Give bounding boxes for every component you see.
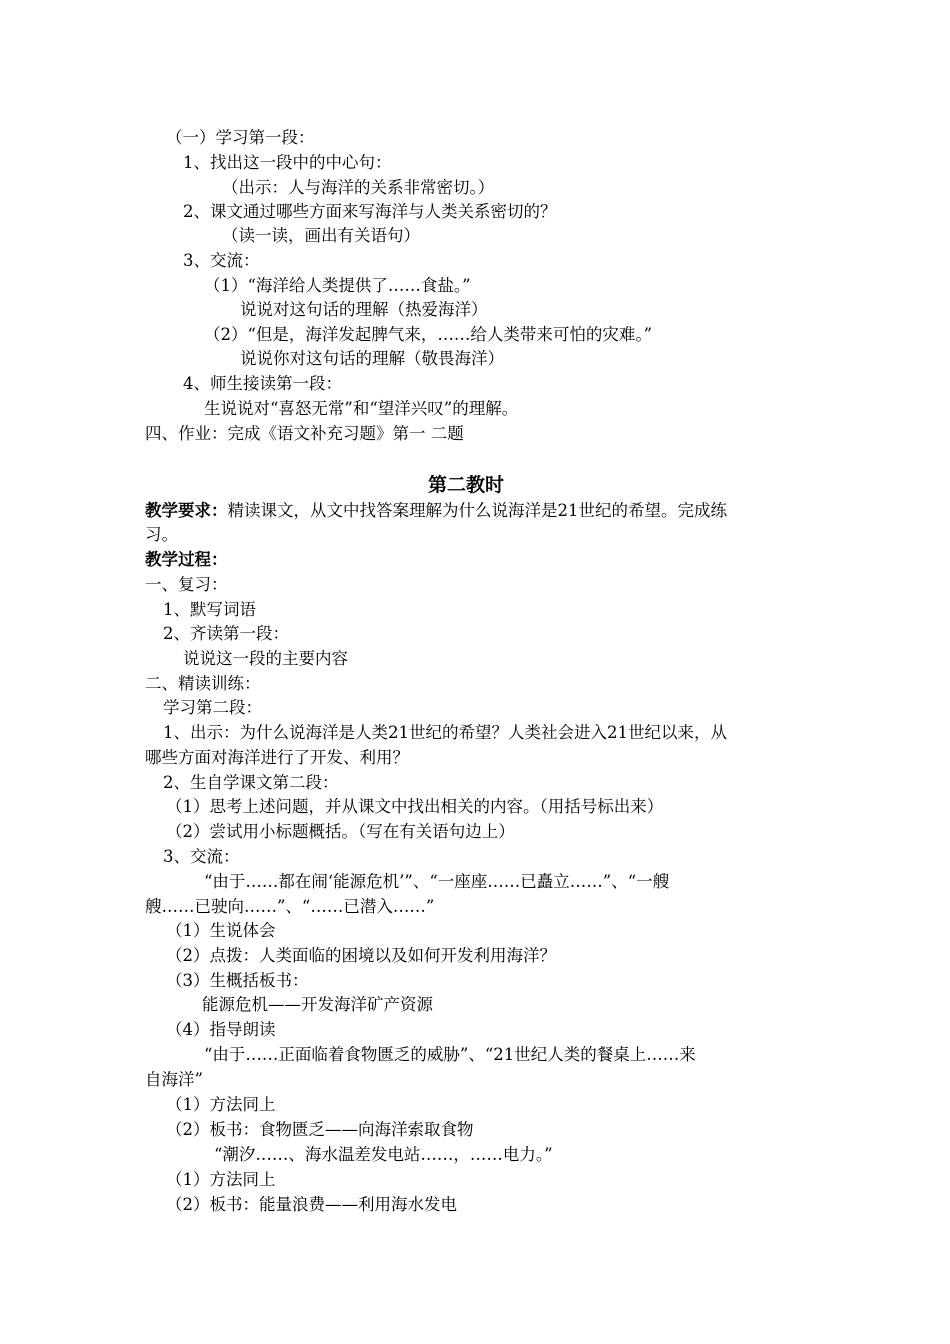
text-line: 能源危机——开发海洋矿产资源 bbox=[202, 995, 433, 1014]
text-line: （1）方法同上 bbox=[166, 1095, 276, 1114]
section-heading: （一）学习第一段： bbox=[166, 128, 315, 147]
text-line: 自海洋” bbox=[145, 1070, 203, 1089]
text-line: 说说你对这句话的理解（敬畏海洋） bbox=[240, 349, 504, 368]
text-line: “由于……都在闹‘能源危机’”、“一座座……已矗立……”、“一艘 bbox=[204, 872, 670, 891]
text-line: （1）方法同上 bbox=[166, 1170, 276, 1189]
requirements-text: 精读课文，从文中找答案理解为什么说海洋是21世纪的希望。完成练 bbox=[227, 501, 727, 520]
text-line: 1、默写词语 bbox=[163, 600, 256, 619]
text-line: （3）生概括板书： bbox=[166, 971, 309, 990]
text-line: 一、复习： bbox=[145, 575, 228, 594]
text-line: 习。 bbox=[145, 525, 178, 544]
text-line: 说说对这句话的理解（热爱海洋） bbox=[240, 300, 488, 319]
text-line: “潮汐……、海水温差发电站……，……电力。” bbox=[214, 1145, 553, 1164]
text-line: （2）板书：能量浪费——利用海水发电 bbox=[166, 1195, 457, 1214]
text-line: （出示：人与海洋的关系非常密切。） bbox=[222, 178, 495, 197]
text-line: 学习第二段： bbox=[163, 698, 262, 717]
lesson-title: 第二教时 bbox=[428, 474, 505, 496]
text-line: 1、找出这一段中的中心句： bbox=[183, 153, 392, 172]
label-requirements: 教学要求： bbox=[145, 501, 228, 520]
text-line: 3、交流： bbox=[163, 847, 240, 866]
text-line: （1）思考上述问题，并从课文中找出相关的内容。（用括号标出来） bbox=[166, 797, 664, 816]
text-line: 二、精读训练： bbox=[145, 674, 261, 693]
text-line: （1）“海洋给人类提供了……食盐。” bbox=[204, 276, 471, 295]
text-line: （读一读，画出有关语句） bbox=[222, 226, 420, 245]
text-line: （2）板书：食物匮乏——向海洋索取食物 bbox=[166, 1120, 474, 1139]
text-line: 生说说对“喜怒无常”和“望洋兴叹”的理解。 bbox=[204, 399, 519, 418]
text-line: （2）点拨：人类面临的困境以及如何开发利用海洋？ bbox=[166, 946, 556, 965]
text-line: （2）“但是，海洋发起脾气来，……给人类带来可怕的灾难。” bbox=[204, 325, 653, 344]
text-line: 4、师生接读第一段： bbox=[183, 374, 342, 393]
label-process: 教学过程： bbox=[145, 550, 228, 569]
text-line bbox=[145, 499, 727, 523]
text-line: 2、课文通过哪些方面来写海洋与人类关系密切的？ bbox=[183, 202, 557, 221]
text-line: （4）指导朗读 bbox=[166, 1020, 276, 1039]
text-line: 艘……已驶向……”、“……已潜入……” bbox=[145, 897, 435, 916]
text-line: 四、作业：完成《语文补充习题》第一 二题 bbox=[145, 424, 464, 443]
text-line: 哪些方面对海洋进行了开发、利用？ bbox=[145, 748, 409, 767]
text-line: 3、交流： bbox=[183, 251, 260, 270]
text-line: （1）生说体会 bbox=[166, 921, 276, 940]
text-line: 2、生自学课文第二段： bbox=[163, 773, 339, 792]
text-line: 2、齐读第一段： bbox=[163, 624, 289, 643]
text-line: “由于……正面临着食物匮乏的威胁”、“21世纪人类的餐桌上……来 bbox=[204, 1045, 696, 1064]
text-line: （2）尝试用小标题概括。（写在有关语句边上） bbox=[166, 822, 515, 841]
text-line: 1、出示：为什么说海洋是人类21世纪的希望？人类社会进入21世纪以来，从 bbox=[163, 723, 727, 742]
text-line: 说说这一段的主要内容 bbox=[183, 649, 348, 668]
